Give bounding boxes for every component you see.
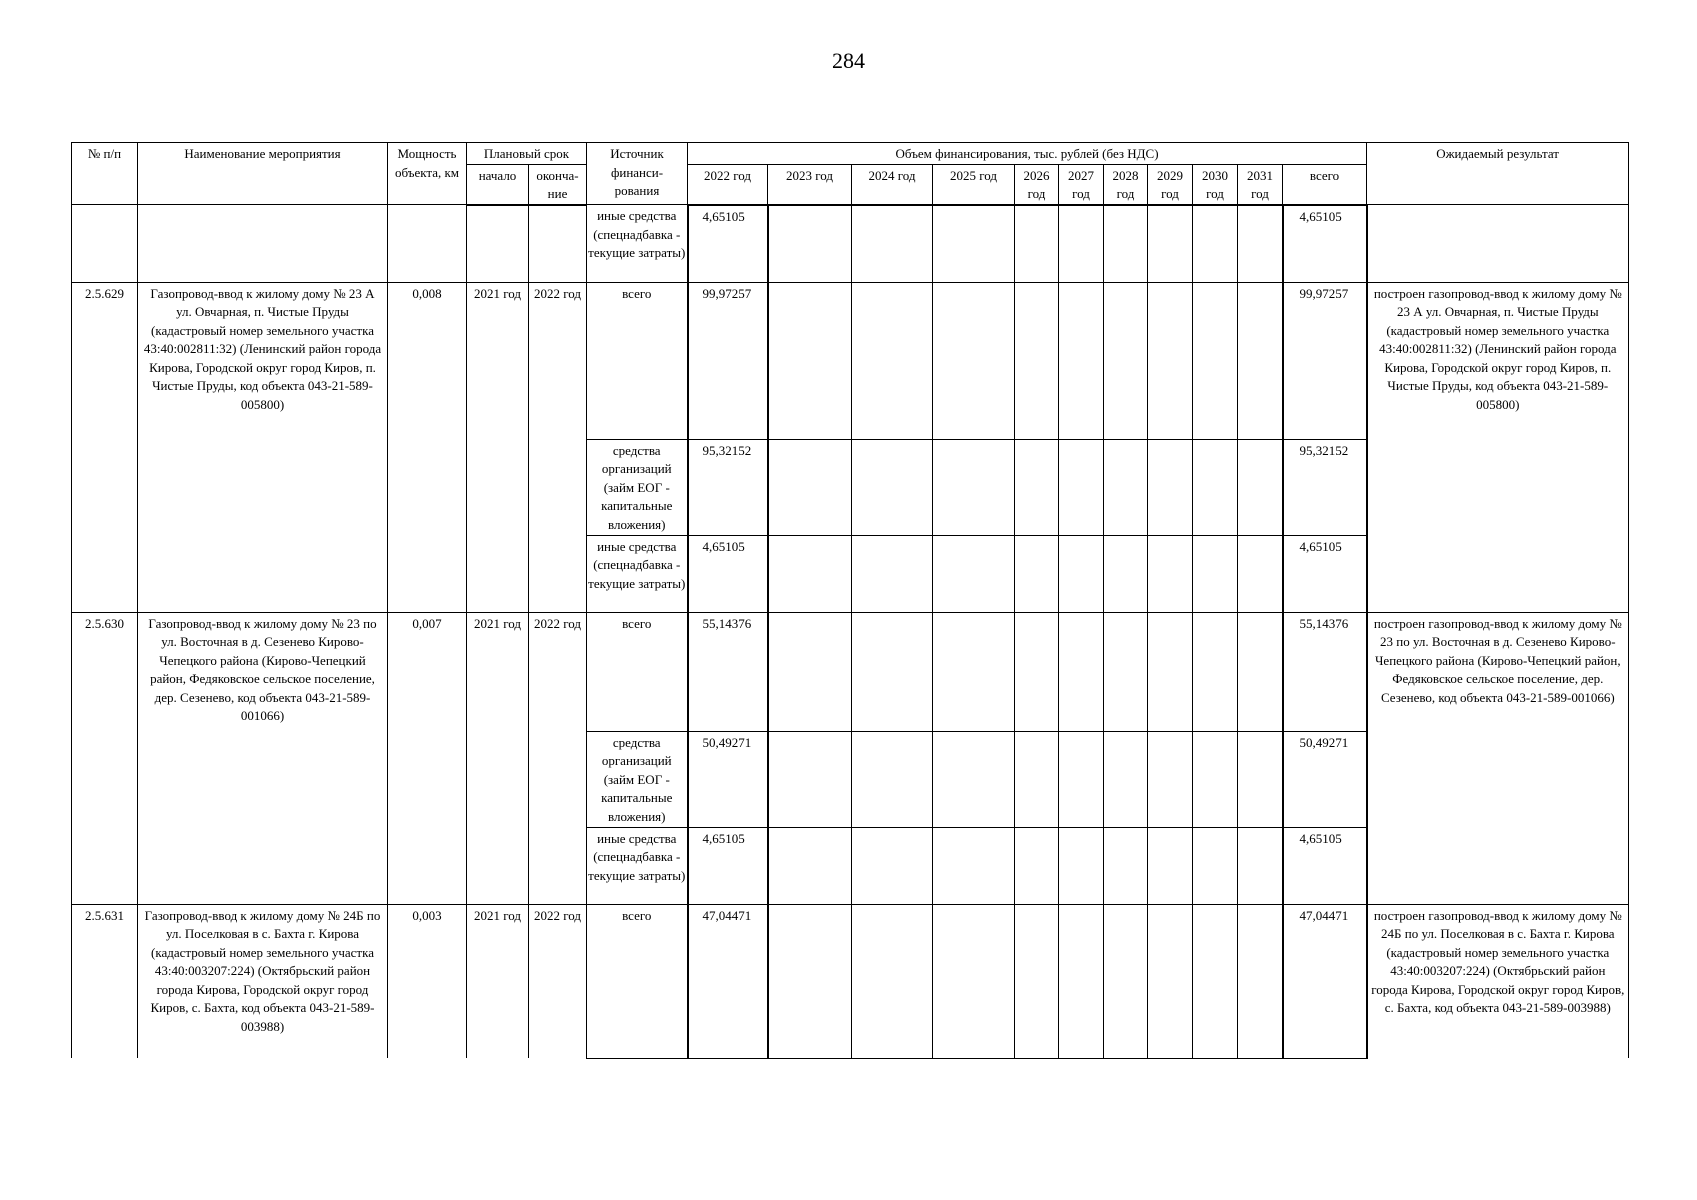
- header-num: № п/п: [72, 143, 138, 205]
- cell-num: [72, 205, 138, 283]
- cell-source: иные средства (спецнадбавка - текущие затраты): [587, 827, 688, 904]
- cell-total: 47,04471: [1283, 904, 1367, 1058]
- table-row: [72, 904, 1629, 1058]
- cell-start: 2021 год: [467, 282, 529, 612]
- cell-source: иные средства (спецнадбавка - текущие затраты): [587, 535, 688, 612]
- cell-total: 4,65105: [1283, 535, 1367, 612]
- cell-capacity: 0,003: [388, 904, 467, 1058]
- cell-source: средства организаций (займ ЕОГ - капитальные вложения): [587, 439, 688, 535]
- table-row: [72, 205, 1629, 283]
- cell-2022: 47,04471: [688, 904, 768, 1058]
- header-year-2026: 2026 год: [1015, 164, 1059, 205]
- cell-2022: 55,14376: [688, 612, 768, 731]
- header-year-2030: 2030 год: [1193, 164, 1238, 205]
- cell-2022: 99,97257: [688, 282, 768, 439]
- cell-num: 2.5.631: [72, 904, 138, 1058]
- header-total: всего: [1283, 164, 1367, 205]
- cell-result: построен газопровод-ввод к жилому дому № 23 по ул. Восточная в д. Сезенево Кирово-Чепецкого района (Кирово-Чепецкий район, Федяковское сельское поселение, дер. Сезенево, код объекта 043-21-589-001066): [1367, 612, 1629, 904]
- header-year-2027: 2027 год: [1059, 164, 1104, 205]
- cell-total: 99,97257: [1283, 282, 1367, 439]
- header-volume: Объем финансирования, тыс. рублей (без НДС): [688, 143, 1367, 165]
- cell-source: всего: [587, 904, 688, 1058]
- cell-start: [467, 205, 529, 283]
- header-end: оконча-ние: [529, 164, 587, 205]
- header-result: Ожидаемый результат: [1367, 143, 1629, 205]
- cell-num: 2.5.629: [72, 282, 138, 612]
- cell-source: средства организаций (займ ЕОГ - капитальные вложения): [587, 731, 688, 827]
- header-year-2024: 2024 год: [852, 164, 933, 205]
- cell-name: Газопровод-ввод к жилому дому № 23 А ул. Овчарная, п. Чистые Пруды (кадастровый номер земельного участка 43:40:002811:32) (Ленинский район города Кирова, Городской округ город Киров, п. Чистые Пруды, код объекта 043-21-589-005800): [138, 282, 388, 612]
- cell-capacity: [388, 205, 467, 283]
- cell-capacity: 0,007: [388, 612, 467, 904]
- cell-2022: 4,65105: [688, 827, 768, 904]
- cell-total: 4,65105: [1283, 827, 1367, 904]
- cell-end: 2022 год: [529, 282, 587, 612]
- cell-total: 4,65105: [1283, 205, 1367, 283]
- cell-2022: 4,65105: [688, 205, 768, 283]
- header-plan: Плановый срок: [467, 143, 587, 165]
- header-year-2031: 2031 год: [1238, 164, 1283, 205]
- cell-2022: 50,49271: [688, 731, 768, 827]
- cell-source: всего: [587, 612, 688, 731]
- header-source: Источник финанси-рования: [587, 143, 688, 205]
- cell-name: Газопровод-ввод к жилому дому № 24Б по ул. Поселковая в с. Бахта г. Кирова (кадастровый номер земельного участка 43:40:003207:224) (Октябрьский район города Кирова, Городской округ город Киров, с. Бахта, код объекта 043-21-589-003988): [138, 904, 388, 1058]
- cell-total: 50,49271: [1283, 731, 1367, 827]
- cell-result: построен газопровод-ввод к жилому дому № 24Б по ул. Поселковая в с. Бахта г. Кирова (кадастровый номер земельного участка 43:40:003207:224) (Октябрьский район города Кирова, Городской округ город Киров, с. Бахта, код объекта 043-21-589-003988): [1367, 904, 1629, 1058]
- cell-name: [138, 205, 388, 283]
- header-year-2025: 2025 год: [933, 164, 1015, 205]
- cell-2022: 95,32152: [688, 439, 768, 535]
- cell-capacity: 0,008: [388, 282, 467, 612]
- header-year-2029: 2029 год: [1148, 164, 1193, 205]
- cell-total: 95,32152: [1283, 439, 1367, 535]
- page-number: 284: [832, 48, 865, 73]
- table-row: [72, 612, 1629, 731]
- header-capacity: Мощность объекта, км: [388, 143, 467, 205]
- cell-start: 2021 год: [467, 612, 529, 904]
- header-year-2028: 2028 год: [1104, 164, 1148, 205]
- cell-num: 2.5.630: [72, 612, 138, 904]
- header-year-2023: 2023 год: [768, 164, 852, 205]
- cell-end: 2022 год: [529, 904, 587, 1058]
- cell-end: 2022 год: [529, 612, 587, 904]
- cell-name: Газопровод-ввод к жилому дому № 23 по ул. Восточная в д. Сезенево Кирово-Чепецкого района (Кирово-Чепецкий район, Федяковское сельское поселение, дер. Сезенево, код объекта 043-21-589-001066): [138, 612, 388, 904]
- table-row: [72, 282, 1629, 439]
- cell-start: 2021 год: [467, 904, 529, 1058]
- financing-table: [71, 142, 1629, 1059]
- header-name: Наименование мероприятия: [138, 143, 388, 205]
- header-start: начало: [467, 164, 529, 205]
- cell-source: всего: [587, 282, 688, 439]
- cell-result: [1367, 205, 1629, 283]
- cell-end: [529, 205, 587, 283]
- cell-source: иные средства (спецнадбавка - текущие затраты): [587, 205, 688, 283]
- header-year-2022: 2022 год: [688, 164, 768, 205]
- cell-result: построен газопровод-ввод к жилому дому № 23 А ул. Овчарная, п. Чистые Пруды (кадастровый номер земельного участка 43:40:002811:32) (Ленинский район города Кирова, Городской округ город Киров, п. Чистые Пруды, код объекта 043-21-589-005800): [1367, 282, 1629, 612]
- cell-total: 55,14376: [1283, 612, 1367, 731]
- cell-2022: 4,65105: [688, 535, 768, 612]
